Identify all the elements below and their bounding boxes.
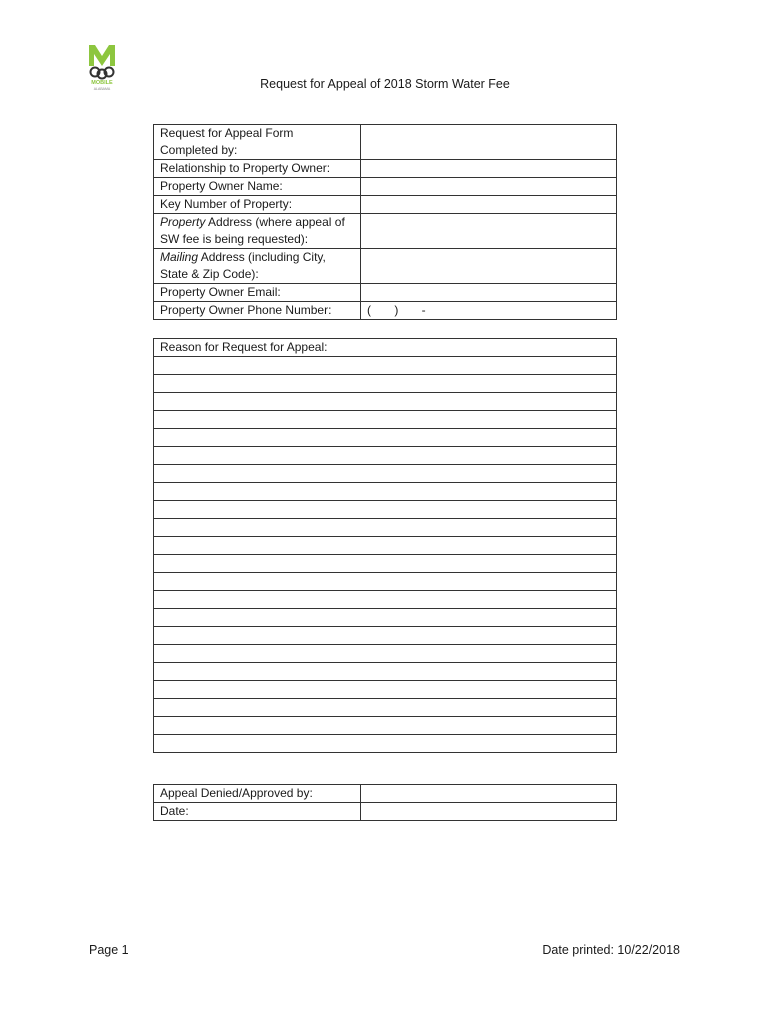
reason-line-field[interactable]	[154, 465, 617, 483]
date-printed: Date printed: 10/22/2018	[542, 943, 680, 957]
key-number-field[interactable]	[361, 196, 617, 214]
table-row	[154, 302, 617, 320]
date-field[interactable]	[361, 803, 617, 821]
reason-line-field[interactable]	[154, 357, 617, 375]
reason-line-field[interactable]	[154, 429, 617, 447]
reason-line-field[interactable]	[154, 447, 617, 465]
reason-line-row	[154, 483, 617, 501]
reason-header: Reason for Request for Appeal:	[154, 339, 617, 357]
date-label: Date:	[154, 803, 361, 821]
approval-table	[153, 784, 617, 821]
reason-line-field[interactable]	[154, 591, 617, 609]
reason-line-field[interactable]	[154, 681, 617, 699]
owner-email-field[interactable]	[361, 284, 617, 302]
form-completed-by-field[interactable]	[361, 125, 617, 160]
reason-line-row	[154, 357, 617, 375]
reason-line-field[interactable]	[154, 501, 617, 519]
owner-email-label: Property Owner Email:	[154, 284, 361, 302]
reason-line-field[interactable]	[154, 717, 617, 735]
reason-line-field[interactable]	[154, 519, 617, 537]
reason-line-field[interactable]	[154, 393, 617, 411]
reason-line-row	[154, 429, 617, 447]
reason-table	[153, 338, 617, 753]
table-row	[154, 339, 617, 357]
table-row	[154, 160, 617, 178]
approved-by-field[interactable]	[361, 785, 617, 803]
owner-name-field[interactable]	[361, 178, 617, 196]
reason-line-field[interactable]	[154, 555, 617, 573]
form-completed-by-label: Request for Appeal Form Completed by:	[154, 125, 361, 160]
property-info-table	[153, 124, 617, 320]
table-row	[154, 125, 617, 160]
property-address-label: Property Address (where appeal of SW fee is being requested):	[154, 214, 361, 249]
reason-line-row	[154, 537, 617, 555]
page-number: Page 1	[89, 943, 129, 957]
approved-by-label: Appeal Denied/Approved by:	[154, 785, 361, 803]
reason-line-row	[154, 573, 617, 591]
reason-line-row	[154, 519, 617, 537]
reason-line-field[interactable]	[154, 375, 617, 393]
owner-name-label: Property Owner Name:	[154, 178, 361, 196]
reason-line-row	[154, 663, 617, 681]
table-row	[154, 785, 617, 803]
reason-line-row	[154, 681, 617, 699]
table-row	[154, 803, 617, 821]
reason-line-field[interactable]	[154, 573, 617, 591]
reason-line-row	[154, 393, 617, 411]
reason-line-row	[154, 375, 617, 393]
reason-line-row	[154, 699, 617, 717]
reason-line-field[interactable]	[154, 537, 617, 555]
reason-line-field[interactable]	[154, 627, 617, 645]
reason-line-row	[154, 717, 617, 735]
reason-line-field[interactable]	[154, 609, 617, 627]
table-row	[154, 284, 617, 302]
reason-line-row	[154, 627, 617, 645]
reason-line-row	[154, 735, 617, 753]
reason-line-field[interactable]	[154, 663, 617, 681]
owner-phone-label: Property Owner Phone Number:	[154, 302, 361, 320]
svg-text:ALABAMA: ALABAMA	[93, 87, 111, 91]
reason-line-field[interactable]	[154, 483, 617, 501]
reason-line-field[interactable]	[154, 699, 617, 717]
reason-line-row	[154, 411, 617, 429]
reason-line-row	[154, 645, 617, 663]
relationship-label: Relationship to Property Owner:	[154, 160, 361, 178]
reason-line-field[interactable]	[154, 735, 617, 753]
reason-line-field[interactable]	[154, 411, 617, 429]
key-number-label: Key Number of Property:	[154, 196, 361, 214]
table-row	[154, 214, 617, 249]
relationship-field[interactable]	[361, 160, 617, 178]
reason-line-row	[154, 465, 617, 483]
reason-line-row	[154, 501, 617, 519]
reason-line-row	[154, 555, 617, 573]
reason-line-field[interactable]	[154, 645, 617, 663]
svg-text:MOBILE: MOBILE	[91, 80, 113, 86]
table-row	[154, 178, 617, 196]
property-address-field[interactable]	[361, 214, 617, 249]
reason-line-row	[154, 591, 617, 609]
reason-line-row	[154, 447, 617, 465]
table-row	[154, 249, 617, 284]
mailing-address-label: Mailing Address (including City, State & Zip Code):	[154, 249, 361, 284]
reason-line-row	[154, 609, 617, 627]
mailing-address-field[interactable]	[361, 249, 617, 284]
table-row	[154, 196, 617, 214]
owner-phone-field[interactable]: ( ) -	[361, 302, 617, 320]
page-title: Request for Appeal of 2018 Storm Water Fee	[260, 77, 510, 91]
